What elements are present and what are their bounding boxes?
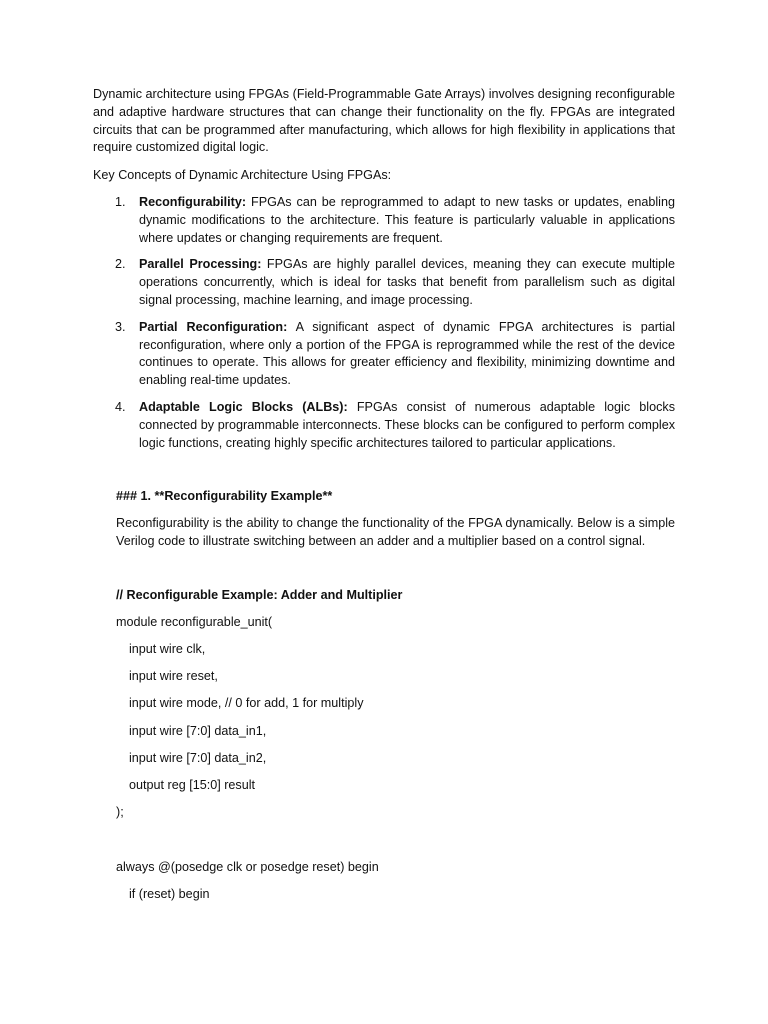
code-line-port-clk: input wire clk,: [129, 642, 206, 657]
code-line-close: );: [116, 805, 124, 820]
list-item-text: FPGAs are highly parallel devices, meaning they can execute multiple operations concurrently, which is ideal for tasks that benefit from parallelism such as digital signal processing, machine learning, and image processing.: [139, 257, 675, 307]
code-line-port-mode: input wire mode, // 0 for add, 1 for multiply: [129, 696, 364, 711]
list-item-term: Partial Reconfiguration:: [139, 319, 288, 334]
code-line-if-reset: if (reset) begin: [129, 886, 210, 901]
list-item-text: FPGAs can be reprogrammed to adapt to new tasks or updates, enabling dynamic modifications to the architecture. This feature is particularly valuable in applications where updates or changing requirements are frequent.: [139, 194, 675, 245]
list-item-term: Adaptable Logic Blocks (ALBs):: [139, 399, 348, 414]
key-concepts-heading: Key Concepts of Dynamic Architecture Using FPGAs:: [93, 168, 392, 183]
section-heading: ### 1. **Reconfigurability Example**: [116, 489, 333, 504]
list-item: [93, 399, 675, 452]
code-line-port-data-in2: input wire [7:0] data_in2,: [129, 750, 267, 765]
list-item: [93, 256, 675, 309]
list-item-term: Parallel Processing:: [139, 257, 262, 272]
section-paragraph: Reconfigurability is the ability to change the functionality of the FPGA dynamically. Below is a simple Verilog code to illustrate switching between an adder and a multiplier based on a control signal.: [116, 516, 675, 548]
reconfigurability-example-section: [116, 488, 675, 903]
code-line-always: always @(posedge clk or posedge reset) begin: [116, 859, 379, 874]
code-comment-title: // Reconfigurable Example: Adder and Multiplier: [116, 587, 403, 602]
list-item-text: FPGAs consist of numerous adaptable logic blocks connected by programmable interconnects. These blocks can be configured to perform complex logic functions, creating highly specific architectures tailored to particular applications.: [139, 399, 675, 450]
list-item: [93, 319, 675, 390]
code-line-port-data-in1: input wire [7:0] data_in1,: [129, 723, 267, 738]
code-line-port-reset: input wire reset,: [129, 669, 218, 684]
code-line-module: module reconfigurable_unit(: [116, 614, 273, 629]
key-concepts-list: [93, 194, 675, 452]
list-item-number: 2.: [115, 257, 126, 272]
list-item-term: Reconfigurability:: [139, 194, 247, 209]
intro-paragraph: Dynamic architecture using FPGAs (Field-Programmable Gate Arrays) involves designing reconfigurable and adaptive hardware structures that can change their functionality on the fly. FPGAs are integrated circuits that can be programmed after manufacturing, which allows for high flexibility in applications that require customized digital logic.: [93, 87, 675, 155]
code-line-port-result: output reg [15:0] result: [129, 778, 256, 793]
document-page: [93, 86, 675, 904]
list-item-number: 4.: [115, 399, 126, 414]
code-block: [116, 614, 675, 904]
list-item: [93, 194, 675, 247]
list-item-text: A significant aspect of dynamic FPGA architectures is partial reconfiguration, where only a portion of the FPGA is reprogrammed while the rest of the device continues to operate. This allows for greater efficiency and flexibility, minimizing downtime and enabling real-time updates.: [139, 319, 675, 388]
list-item-number: 1.: [115, 194, 126, 209]
list-item-number: 3.: [115, 319, 126, 334]
